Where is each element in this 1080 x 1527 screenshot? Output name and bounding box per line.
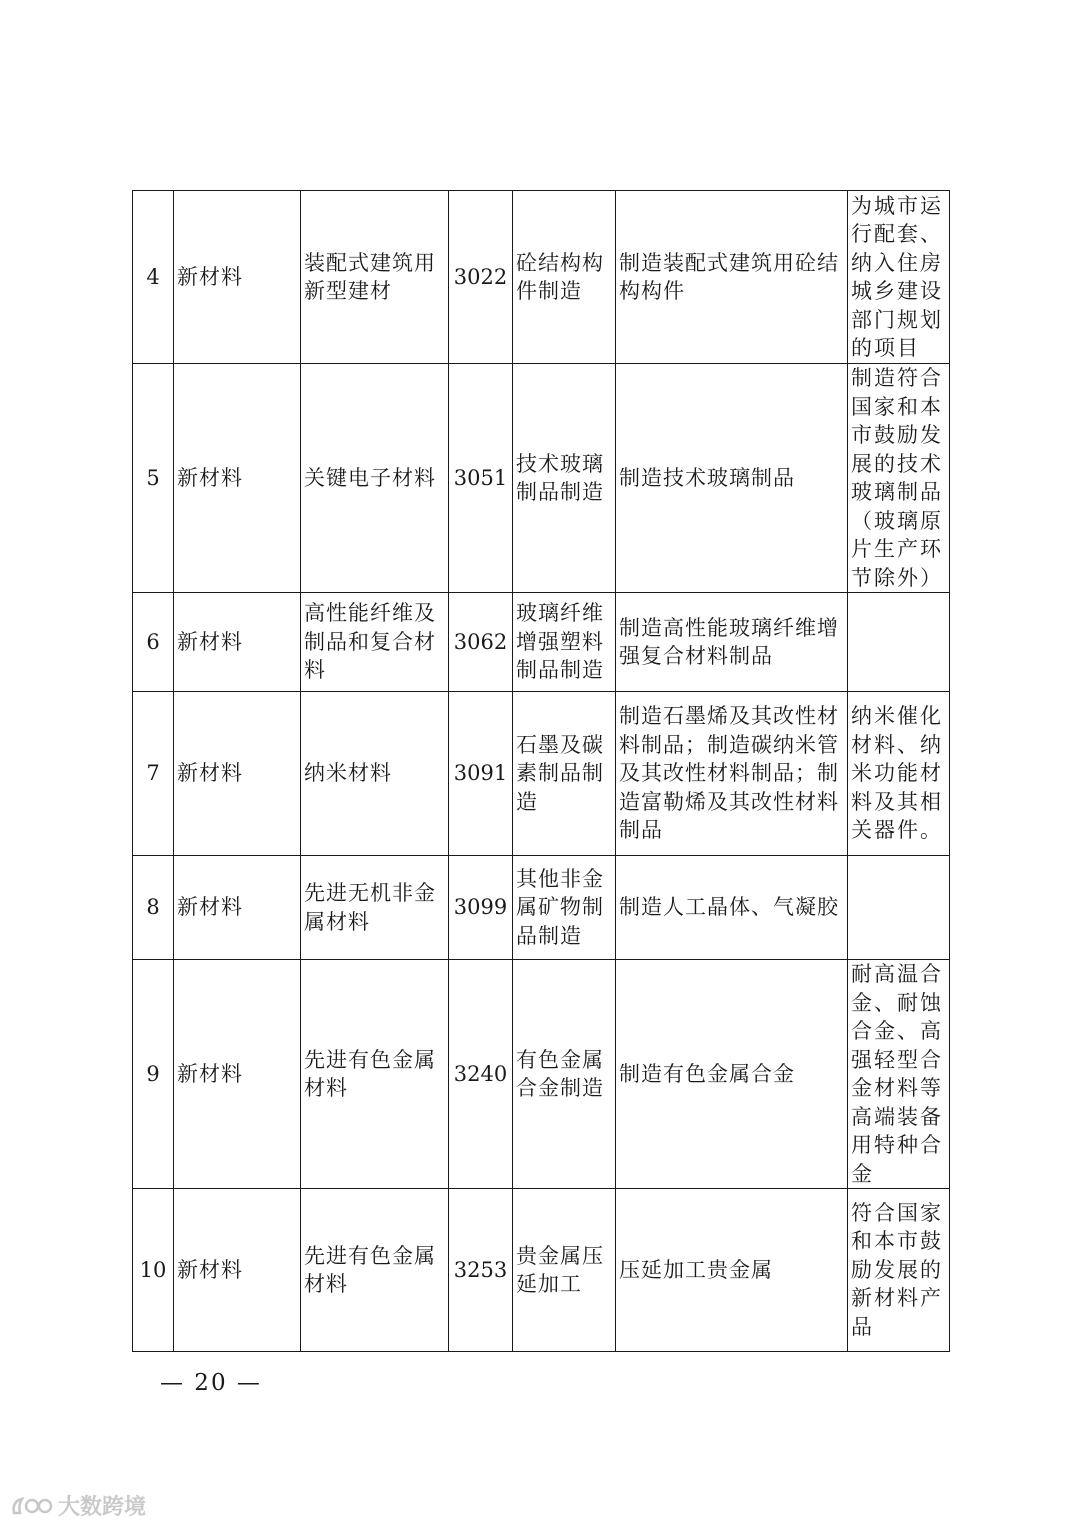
cell-no: 7 bbox=[133, 692, 174, 856]
table-row bbox=[133, 960, 950, 1189]
watermark bbox=[10, 1490, 146, 1521]
cell-content: 制造高性能玻璃纤维增强复合材料制品 bbox=[616, 593, 848, 692]
cell-category: 新材料 bbox=[174, 692, 301, 856]
cell-note bbox=[848, 593, 950, 692]
cell-industry: 其他非金属矿物制品制造 bbox=[513, 856, 616, 960]
cell-industry: 有色金属合金制造 bbox=[513, 960, 616, 1189]
cell-no: 4 bbox=[133, 191, 174, 364]
cell-content: 制造人工晶体、气凝胶 bbox=[616, 856, 848, 960]
cell-note: 耐高温合金、耐蚀合金、高强轻型合金材料等高端装备用特种合金 bbox=[848, 960, 950, 1189]
cell-field: 先进有色金属材料 bbox=[301, 1189, 449, 1352]
cell-category: 新材料 bbox=[174, 593, 301, 692]
table-row bbox=[133, 1189, 950, 1352]
table-row bbox=[133, 856, 950, 960]
cell-note bbox=[848, 856, 950, 960]
cell-industry: 贵金属压延加工 bbox=[513, 1189, 616, 1352]
cell-no: 6 bbox=[133, 593, 174, 692]
cell-content: 制造技术玻璃制品 bbox=[616, 364, 848, 593]
page-number: — 20 — bbox=[160, 1370, 262, 1396]
cell-content: 制造有色金属合金 bbox=[616, 960, 848, 1189]
watermark-text: 大数跨境 bbox=[58, 1495, 147, 1520]
cell-field: 高性能纤维及制品和复合材料 bbox=[301, 593, 449, 692]
cell-industry: 砼结构构件制造 bbox=[513, 191, 616, 364]
cell-note: 纳米催化材料、纳米功能材料及其相关器件。 bbox=[848, 692, 950, 856]
industry-table bbox=[132, 190, 950, 1352]
cell-code: 3091 bbox=[449, 692, 513, 856]
cell-note: 符合国家和本市鼓励发展的新材料产品 bbox=[848, 1189, 950, 1352]
cell-note: 为城市运行配套、纳入住房城乡建设部门规划的项目 bbox=[848, 191, 950, 364]
cell-category: 新材料 bbox=[174, 856, 301, 960]
cell-industry: 石墨及碳素制品制造 bbox=[513, 692, 616, 856]
cell-code: 3099 bbox=[449, 856, 513, 960]
cell-content: 压延加工贵金属 bbox=[616, 1189, 848, 1352]
cell-no: 5 bbox=[133, 364, 174, 593]
cell-industry: 玻璃纤维增强塑料制品制造 bbox=[513, 593, 616, 692]
cell-note: 制造符合国家和本市鼓励发展的技术玻璃制品（玻璃原片生产环节除外） bbox=[848, 364, 950, 593]
cell-category: 新材料 bbox=[174, 1189, 301, 1352]
cell-category: 新材料 bbox=[174, 191, 301, 364]
cell-content: 制造装配式建筑用砼结构构件 bbox=[616, 191, 848, 364]
cell-code: 3051 bbox=[449, 364, 513, 593]
table-row bbox=[133, 593, 950, 692]
cell-category: 新材料 bbox=[174, 364, 301, 593]
cell-field: 先进无机非金属材料 bbox=[301, 856, 449, 960]
cell-no: 10 bbox=[133, 1189, 174, 1352]
brand-logo-icon bbox=[10, 1493, 54, 1519]
cell-code: 3062 bbox=[449, 593, 513, 692]
cell-field: 先进有色金属材料 bbox=[301, 960, 449, 1189]
cell-code: 3022 bbox=[449, 191, 513, 364]
cell-no: 9 bbox=[133, 960, 174, 1189]
table-body bbox=[133, 191, 950, 1352]
table-row bbox=[133, 692, 950, 856]
cell-industry: 技术玻璃制品制造 bbox=[513, 364, 616, 593]
table-row bbox=[133, 191, 950, 364]
cell-no: 8 bbox=[133, 856, 174, 960]
cell-code: 3253 bbox=[449, 1189, 513, 1352]
cell-category: 新材料 bbox=[174, 960, 301, 1189]
cell-field: 装配式建筑用新型建材 bbox=[301, 191, 449, 364]
table-row bbox=[133, 364, 950, 593]
cell-field: 纳米材料 bbox=[301, 692, 449, 856]
cell-code: 3240 bbox=[449, 960, 513, 1189]
cell-field: 关键电子材料 bbox=[301, 364, 449, 593]
cell-content: 制造石墨烯及其改性材料制品；制造碳纳米管及其改性材料制品；制造富勒烯及其改性材料制品 bbox=[616, 692, 848, 856]
